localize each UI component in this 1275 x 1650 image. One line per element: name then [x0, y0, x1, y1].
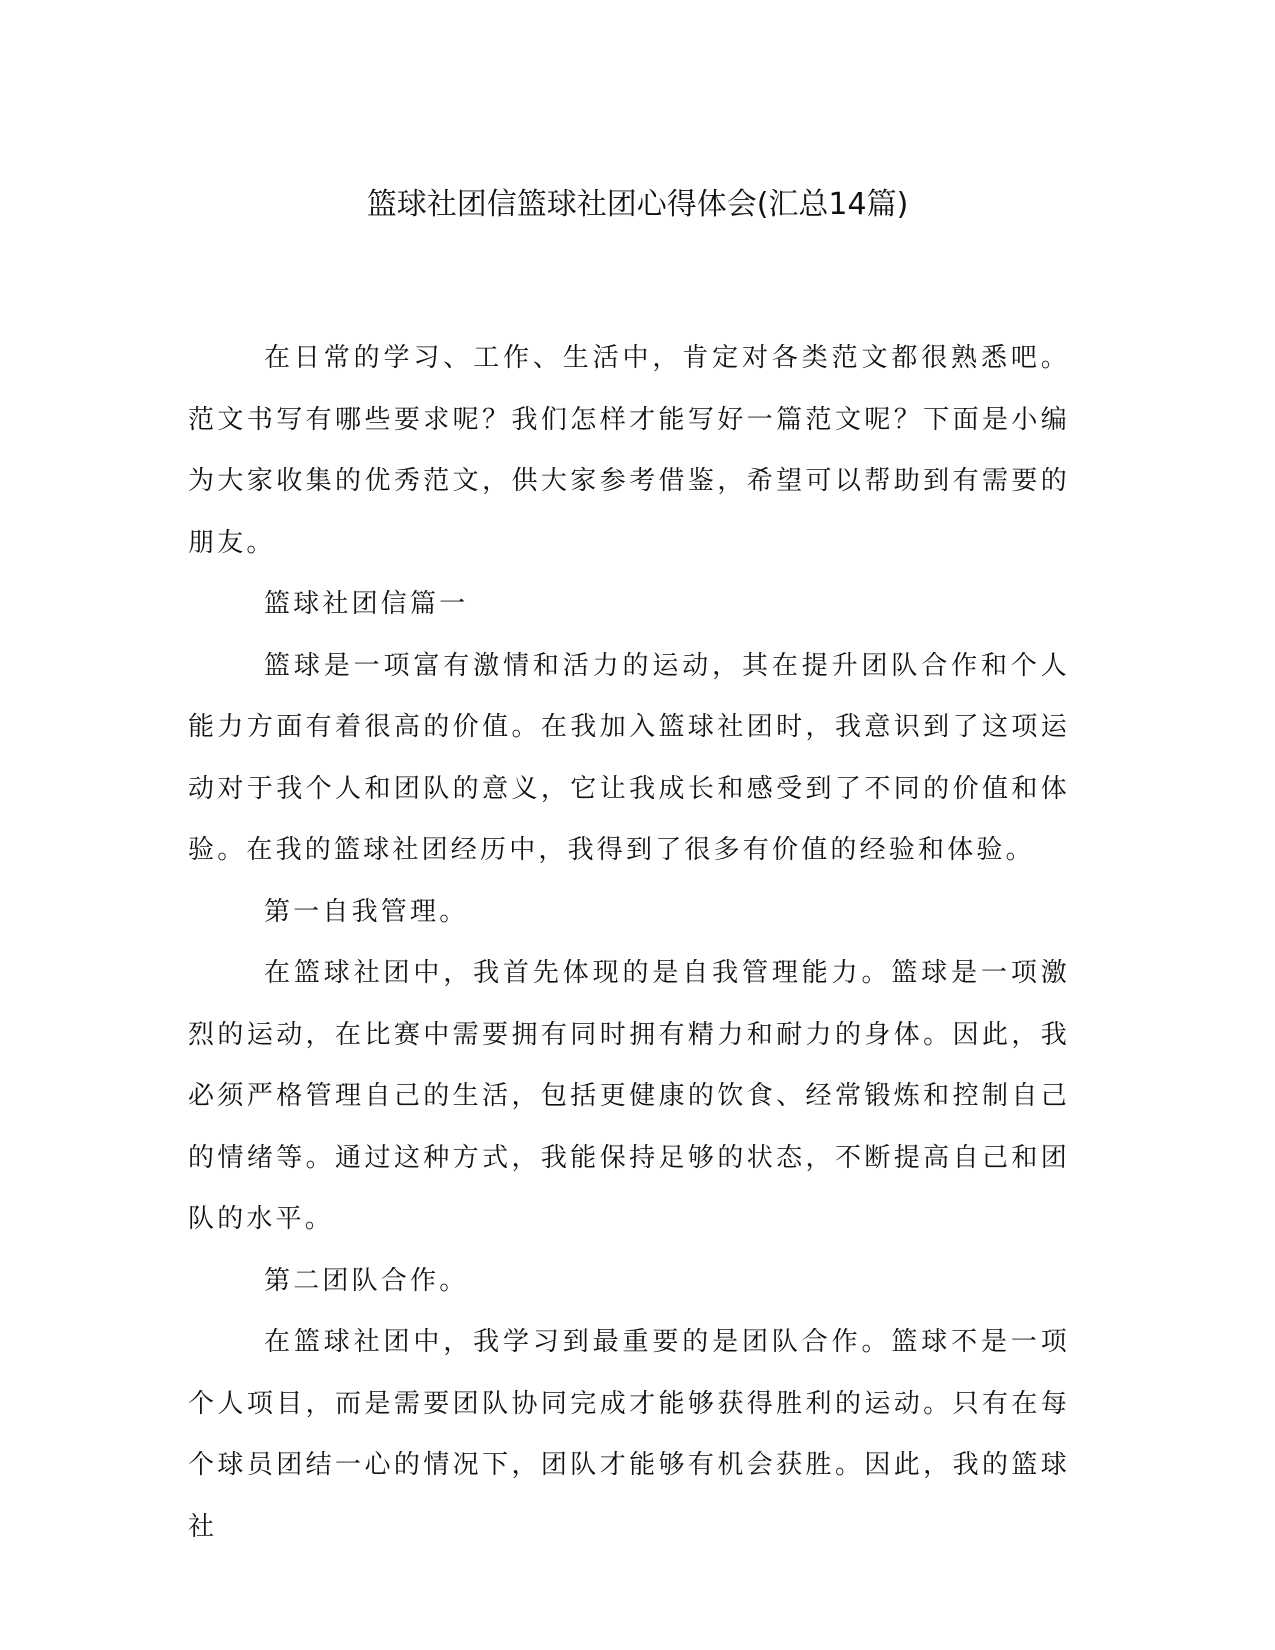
subheading-self-management: 第一自我管理。: [264, 896, 469, 927]
section-heading-1: 篮球社团信篇一: [264, 589, 469, 619]
document-title: 篮球社团信篮球社团心得体会(汇总14篇): [366, 187, 909, 222]
paragraph-self-management: 在篮球社团中，我首先体现的是自我管理能力。篮球是一项激烈的运动，在比赛中需要拥有同时拥有精力和耐力的身体。因此，我必须严格管理自己的生活，包括更健康的饮食、经常锻炼和控制自己的情绪等。通过这种方式，我能保持足够的状态，不断提高自己和团队的水平。: [188, 958, 1070, 1234]
document-body: [188, 328, 1070, 1558]
subheading-teamwork: 第二团队合作。: [264, 1265, 469, 1296]
paragraph-intro: 在日常的学习、工作、生活中，肯定对各类范文都很熟悉吧。范文书写有哪些要求呢？我们怎样才能写好一篇范文呢？下面是小编为大家收集的优秀范文，供大家参考借鉴，希望可以帮助到有需要的朋友。: [188, 343, 1070, 558]
paragraph-basketball-value: 篮球是一项富有激情和活力的运动，其在提升团队合作和个人能力方面有着很高的价值。在我加入篮球社团时，我意识到了这项运动对于我个人和团队的意义，它让我成长和感受到了不同的价值和体验。在我的篮球社团经历中，我得到了很多有价值的经验和体验。: [188, 650, 1070, 865]
paragraph-teamwork: 在篮球社团中，我学习到最重要的是团队合作。篮球不是一项个人项目，而是需要团队协同完成才能够获得胜利的运动。只有在每个球员团结一心的情况下，团队才能够有机会获胜。因此，我的篮球社: [188, 1327, 1070, 1542]
